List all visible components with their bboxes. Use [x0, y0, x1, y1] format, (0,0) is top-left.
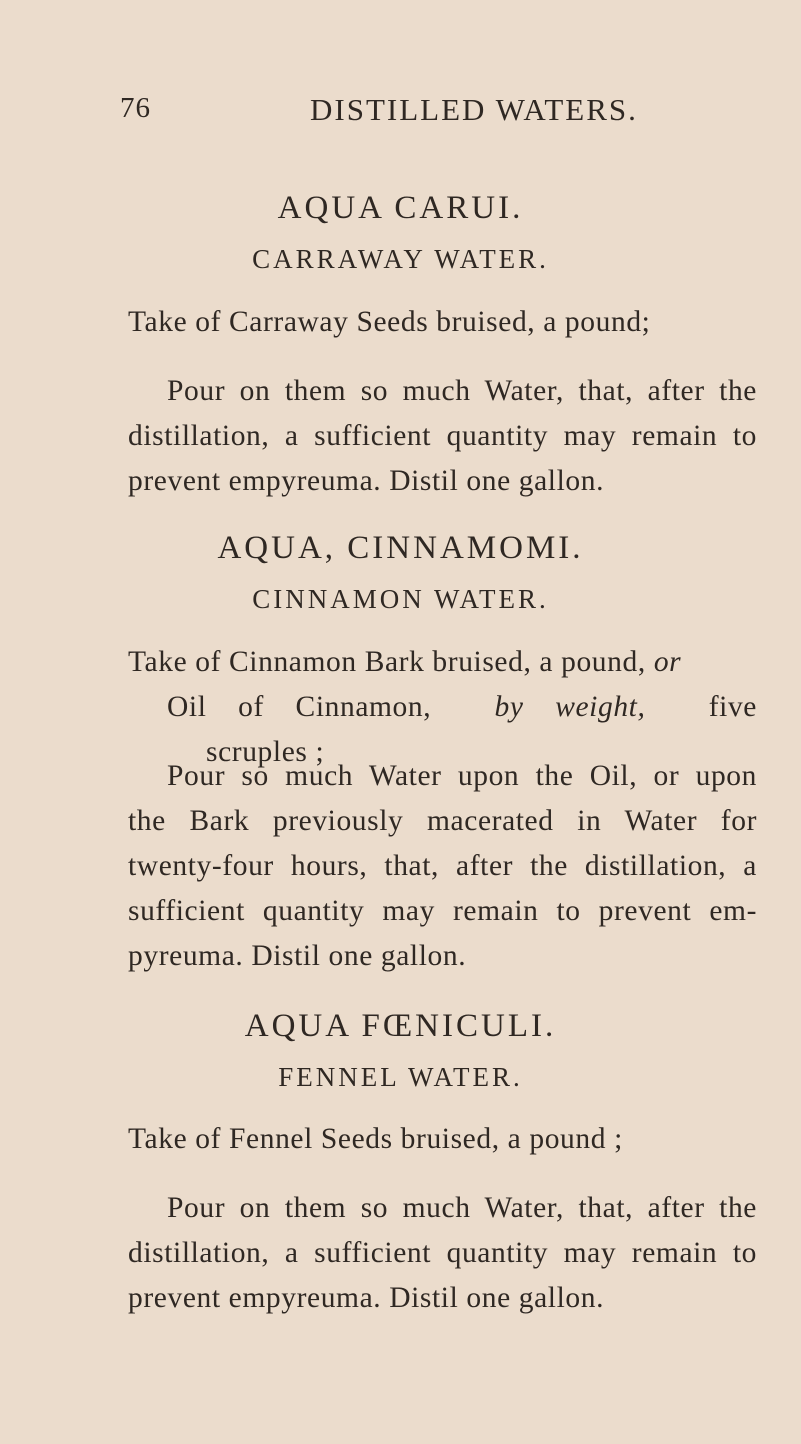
text-line: Pour on them so much Water, that, after the — [167, 375, 757, 407]
recipe-ingredient — [128, 300, 668, 345]
text-fragment: five — [708, 691, 757, 723]
text-line: the Bark previously macerated in Water for — [128, 805, 757, 837]
text-line: Take of Carraway Seeds bruised, a pound; — [128, 306, 651, 338]
text-line: twenty-four hours, that, after the distillation, a — [128, 850, 757, 882]
recipe-instruction — [128, 754, 757, 979]
text-line — [167, 685, 757, 730]
section-title-english: FENNEL WATER. — [278, 1062, 523, 1092]
text-line — [128, 640, 757, 685]
text-line: prevent empyreuma. Distil one gallon. — [128, 1282, 605, 1314]
section-title-latin: AQUA FŒNICULI. — [244, 1008, 557, 1044]
section-title-latin: AQUA, CINNAMOMI. — [217, 530, 584, 566]
page-number: 76 — [120, 92, 151, 124]
recipe-ingredient — [128, 1117, 688, 1162]
section-title-english: CINNAMON WATER. — [252, 584, 549, 614]
text-line: Pour so much Water upon the Oil, or upon — [167, 760, 757, 792]
text-fragment: Take of Cinnamon Bark bruised, a pound, — [128, 646, 646, 678]
italic-word: or — [653, 646, 682, 678]
recipe-instruction — [128, 369, 757, 504]
section-title-latin: AQUA CARUI. — [277, 190, 524, 226]
italic-phrase: by weight, — [494, 691, 646, 723]
text-line: distillation, a sufficient quantity may remain to — [128, 420, 757, 452]
section-title-english: CARRAWAY WATER. — [252, 244, 549, 274]
recipe-instruction — [128, 1186, 757, 1321]
text-line: scruples ; — [206, 736, 325, 768]
text-line: pyreuma. Distil one gallon. — [128, 940, 467, 972]
running-head: DISTILLED WATERS. — [310, 92, 638, 127]
text-line: Take of Fennel Seeds bruised, a pound ; — [128, 1123, 623, 1155]
text-line: Pour on them so much Water, that, after the — [167, 1192, 757, 1224]
text-fragment: Oil of Cinnamon, — [167, 691, 432, 723]
page-header — [0, 92, 801, 132]
text-line: distillation, a sufficient quantity may remain to — [128, 1237, 757, 1269]
text-line: sufficient quantity may remain to prevent em- — [128, 895, 757, 927]
text-line: prevent empyreuma. Distil one gallon. — [128, 465, 605, 497]
